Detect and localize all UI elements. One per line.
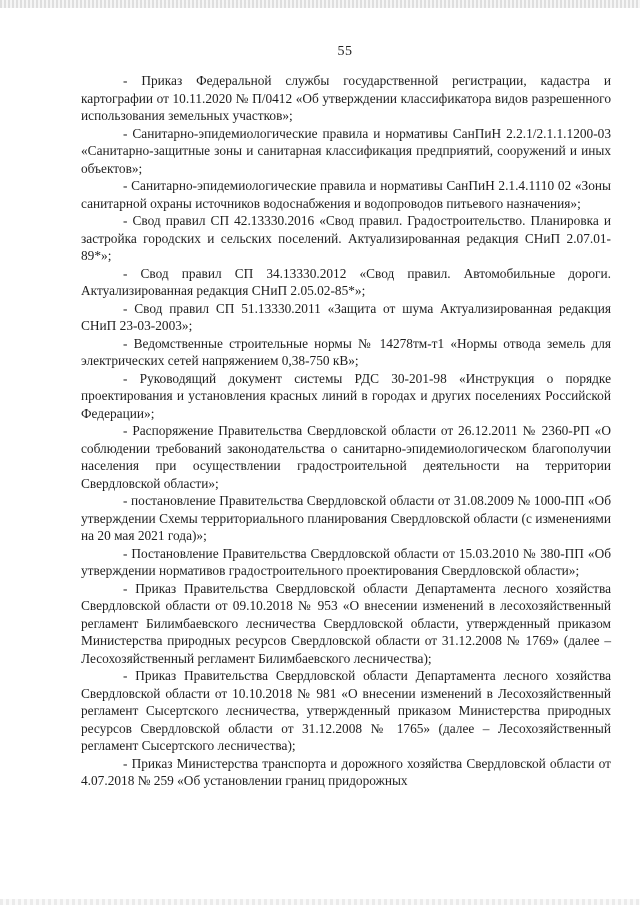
list-item: - Приказ Федеральной службы государственной регистрации, кадастра и картографии от 10.11.2020 № П/0412 «Об утверждении классификатора видов разрешенного использования земельных участков»; xyxy=(81,73,611,123)
list-item: - Санитарно-эпидемиологические правила и нормативы СанПиН 2.1.4.1110 02 «Зоны санитарной охраны источников водоснабжения и водопроводов питьевого назначения»; xyxy=(81,178,611,211)
list-item: - Распоряжение Правительства Свердловской области от 26.12.2011 № 2360-РП «О соблюдении требований законодательства о санитарно-эпидемиологическом благополучии населения при осуществлении градостроительной деятельности на территории Свердловской области»; xyxy=(81,423,611,491)
scan-edge-bottom xyxy=(0,899,640,905)
list-item: - Приказ Правительства Свердловской области Департамента лесного хозяйства Свердловской области от 10.10.2018 № 981 «О внесении изменений в Лесохозяйственный регламент Сысертского лесничества, утвержденный приказом Министерства природных ресурсов Свердловской области от 31.12.2008 № 1765» (далее – Лесохозяйственный регламент Сысертского лесничества); xyxy=(81,668,611,753)
list-item: - Свод правил СП 42.13330.2016 «Свод правил. Градостроительство. Планировка и застройка городских и сельских поселений. Актуализированная редакция СНиП 2.07.01-89*»; xyxy=(81,213,611,263)
list-item: - Приказ Министерства транспорта и дорожного хозяйства Свердловской области от 4.07.2018 № 259 «Об установлении границ придорожных xyxy=(81,755,611,788)
list-item: - Свод правил СП 51.13330.2011 «Защита от шума Актуализированная редакция СНиП 23-03-2003»; xyxy=(81,300,611,333)
list-item: - Постановление Правительства Свердловской области от 15.03.2010 № 380-ПП «Об утверждении нормативов градостроительного проектирования Свердловской области»; xyxy=(81,545,611,578)
list-item: - постановление Правительства Свердловской области от 31.08.2009 № 1000-ПП «Об утверждении Схемы территориального планирования Свердловской области (с изменениями на 20 мая 2021 года)»; xyxy=(81,493,611,543)
scan-edge-top xyxy=(0,0,640,8)
document-body xyxy=(81,72,611,790)
list-item: - Санитарно-эпидемиологические правила и нормативы СанПиН 2.2.1/2.1.1.1200-03 «Санитарно-защитные зоны и санитарная классификация предприятий, сооружений и иных объектов»; xyxy=(81,125,611,176)
list-item: - Руководящий документ системы РДС 30-201-98 «Инструкция о порядке проектирования и установления красных линий в городах и других поселениях Российской Федерации»; xyxy=(81,370,611,421)
list-item: - Свод правил СП 34.13330.2012 «Свод правил. Автомобильные дороги. Актуализированная редакция СНиП 2.05.02-85*»; xyxy=(81,265,611,298)
list-item: - Ведомственные строительные нормы № 14278тм-т1 «Нормы отвода земель для электрических сетей напряжением 0,38-750 кВ»; xyxy=(81,335,611,368)
page-number: 55 xyxy=(337,44,353,59)
list-item: - Приказ Правительства Свердловской области Департамента лесного хозяйства Свердловской области от 09.10.2018 № 953 «О внесении изменений в лесохозяйственный регламент Билимбаевского лесничества Свердловской области, утвержденный приказом Министерства природных ресурсов Свердловской области от 31.12.2008 № 1769» (далее – Лесохозяйственный регламент Билимбаевского лесничества); xyxy=(81,580,611,666)
